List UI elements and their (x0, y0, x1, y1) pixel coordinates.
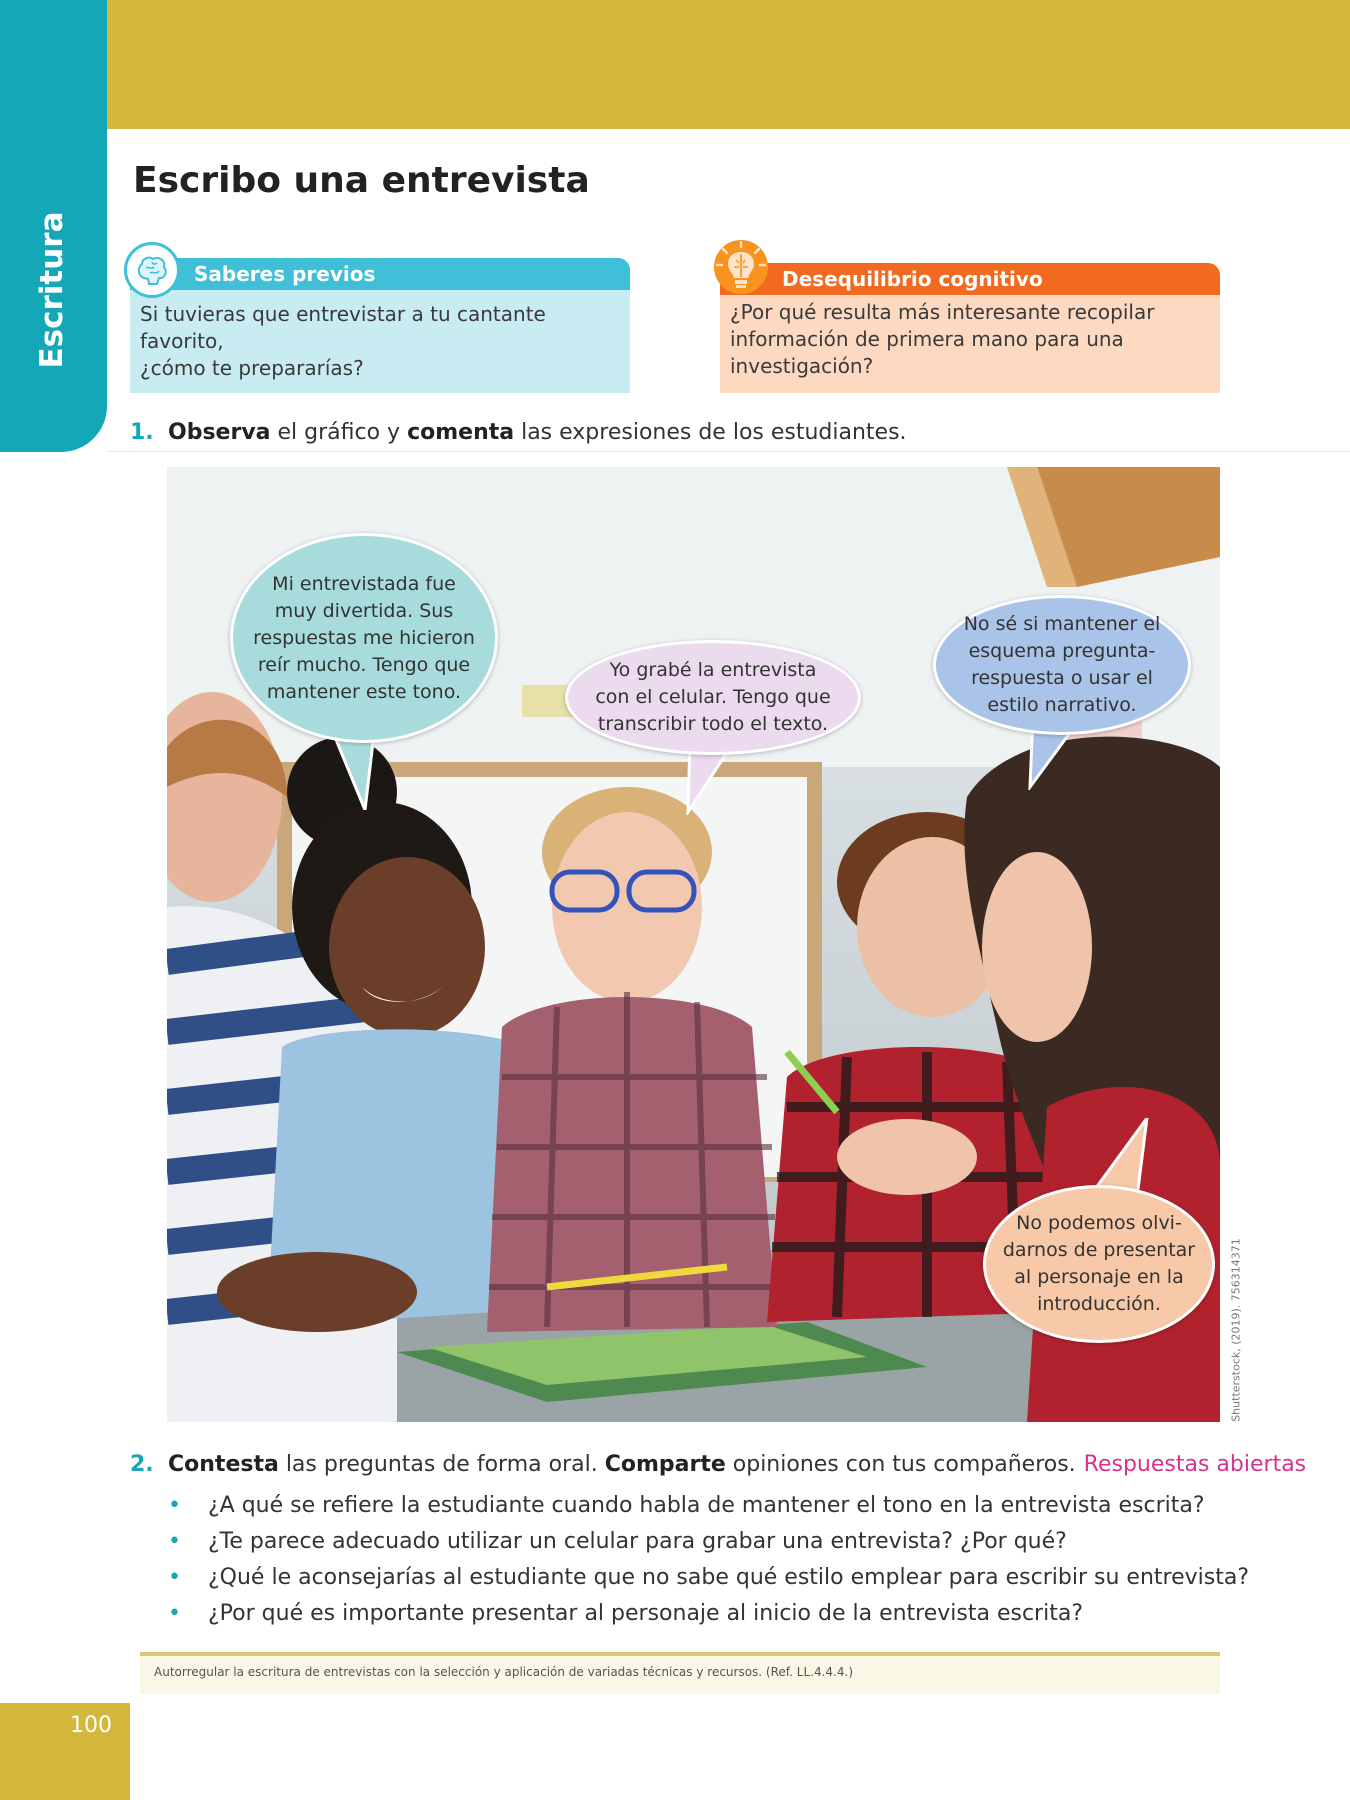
bubble-line: con el celular. Tengo que (595, 686, 831, 708)
desequilibrio-line: ¿Por qué resulta más interesante recopilar (730, 300, 1155, 324)
page-number: 100 (70, 1713, 112, 1738)
photo-credit: Shutterstock, (2019). 756314371 (1229, 1238, 1243, 1422)
bubble-line: Yo grabé la entrevista (609, 659, 817, 681)
bubble-line: darnos de presentar (1002, 1239, 1196, 1261)
list-item: • ¿Qué le aconsejarías al estudiante que no sabe qué estilo emplear para escribir su entrevista? (168, 1565, 1249, 1601)
activity-2-instruction (130, 1452, 1306, 1477)
activity-1-instruction (130, 420, 907, 445)
desequilibrio-line: información de primera mano para una (730, 327, 1124, 351)
speech-bubble-2 (565, 640, 861, 755)
instruction-verb: Observa (168, 420, 271, 445)
curriculum-reference: Autorregular la escritura de entrevistas con la selección y aplicación de variadas técnicas y recursos. (Ref. LL.4.4.4.) (154, 1665, 853, 1679)
bubble-line: estilo narrativo. (987, 694, 1137, 716)
speech-bubble-1 (230, 533, 498, 743)
instruction-verb: comenta (407, 420, 515, 445)
page-title: Escribo una entrevista (133, 160, 590, 201)
top-color-band (107, 0, 1350, 129)
instruction-verb: Comparte (604, 1452, 726, 1477)
desequilibrio-line: investigación? (730, 354, 874, 378)
list-item: • ¿Por qué es importante presentar al personaje al inicio de la entrevista escrita? (168, 1601, 1249, 1637)
bubble-line: al personaje en la (1014, 1266, 1184, 1288)
instruction-verb: Contesta (168, 1452, 279, 1477)
saberes-previos-text (130, 290, 630, 393)
instruction-text: opiniones con tus compañeros. (725, 1452, 1076, 1477)
desequilibrio-text (720, 295, 1220, 393)
saberes-previos-box (130, 258, 630, 393)
bubble-line: transcribir todo el texto. (597, 713, 829, 735)
desequilibrio-cognitivo-box (720, 263, 1220, 393)
list-item: • ¿A qué se refiere la estudiante cuando habla de mantener el tono en la entrevista escrita? (168, 1493, 1249, 1529)
bubble-line: mantener este tono. (266, 680, 462, 703)
bubble-line: reír mucho. Tengo que (257, 653, 471, 676)
page-number-box (0, 1703, 130, 1800)
bubble-line: No podemos olvi- (1016, 1212, 1182, 1234)
bubble-line: No sé si mantener el (963, 613, 1161, 635)
bubble-line: respuesta o usar el (971, 667, 1153, 689)
header-divider (107, 451, 1350, 452)
brain-icon (124, 242, 180, 298)
lightbulb-icon (710, 236, 772, 298)
bubble-line: Mi entrevistada fue (272, 572, 456, 595)
question-list (168, 1493, 1249, 1637)
curriculum-reference-box (140, 1652, 1220, 1694)
section-tab-label: Escritura (34, 211, 70, 369)
section-side-tab (0, 0, 107, 452)
instruction-text: el gráfico y (270, 420, 408, 445)
bubble-line: muy divertida. Sus (274, 599, 454, 622)
activity-number: 1. (130, 420, 154, 445)
answer-note: Respuestas abiertas (1083, 1452, 1307, 1477)
activity-number: 2. (130, 1452, 154, 1477)
saberes-line: ¿cómo te prepararías? (140, 356, 364, 380)
list-item: • ¿Te parece adecuado utilizar un celular para grabar una entrevista? ¿Por qué? (168, 1529, 1249, 1565)
bubble-line: introducción. (1037, 1293, 1161, 1315)
desequilibrio-heading: Desequilibrio cognitivo (720, 263, 1220, 295)
saberes-line: Si tuvieras que entrevistar a tu cantante favorito, (140, 302, 546, 353)
instruction-text: las expresiones de los estudiantes. (514, 420, 907, 445)
instruction-text: las preguntas de forma oral. (278, 1452, 605, 1477)
bubble-line: esquema pregunta- (968, 640, 1156, 662)
bubble-line: respuestas me hicieron (253, 626, 475, 649)
speech-bubble-4 (983, 1185, 1215, 1343)
speech-bubble-3 (933, 595, 1191, 735)
saberes-previos-heading: Saberes previos (130, 258, 630, 290)
